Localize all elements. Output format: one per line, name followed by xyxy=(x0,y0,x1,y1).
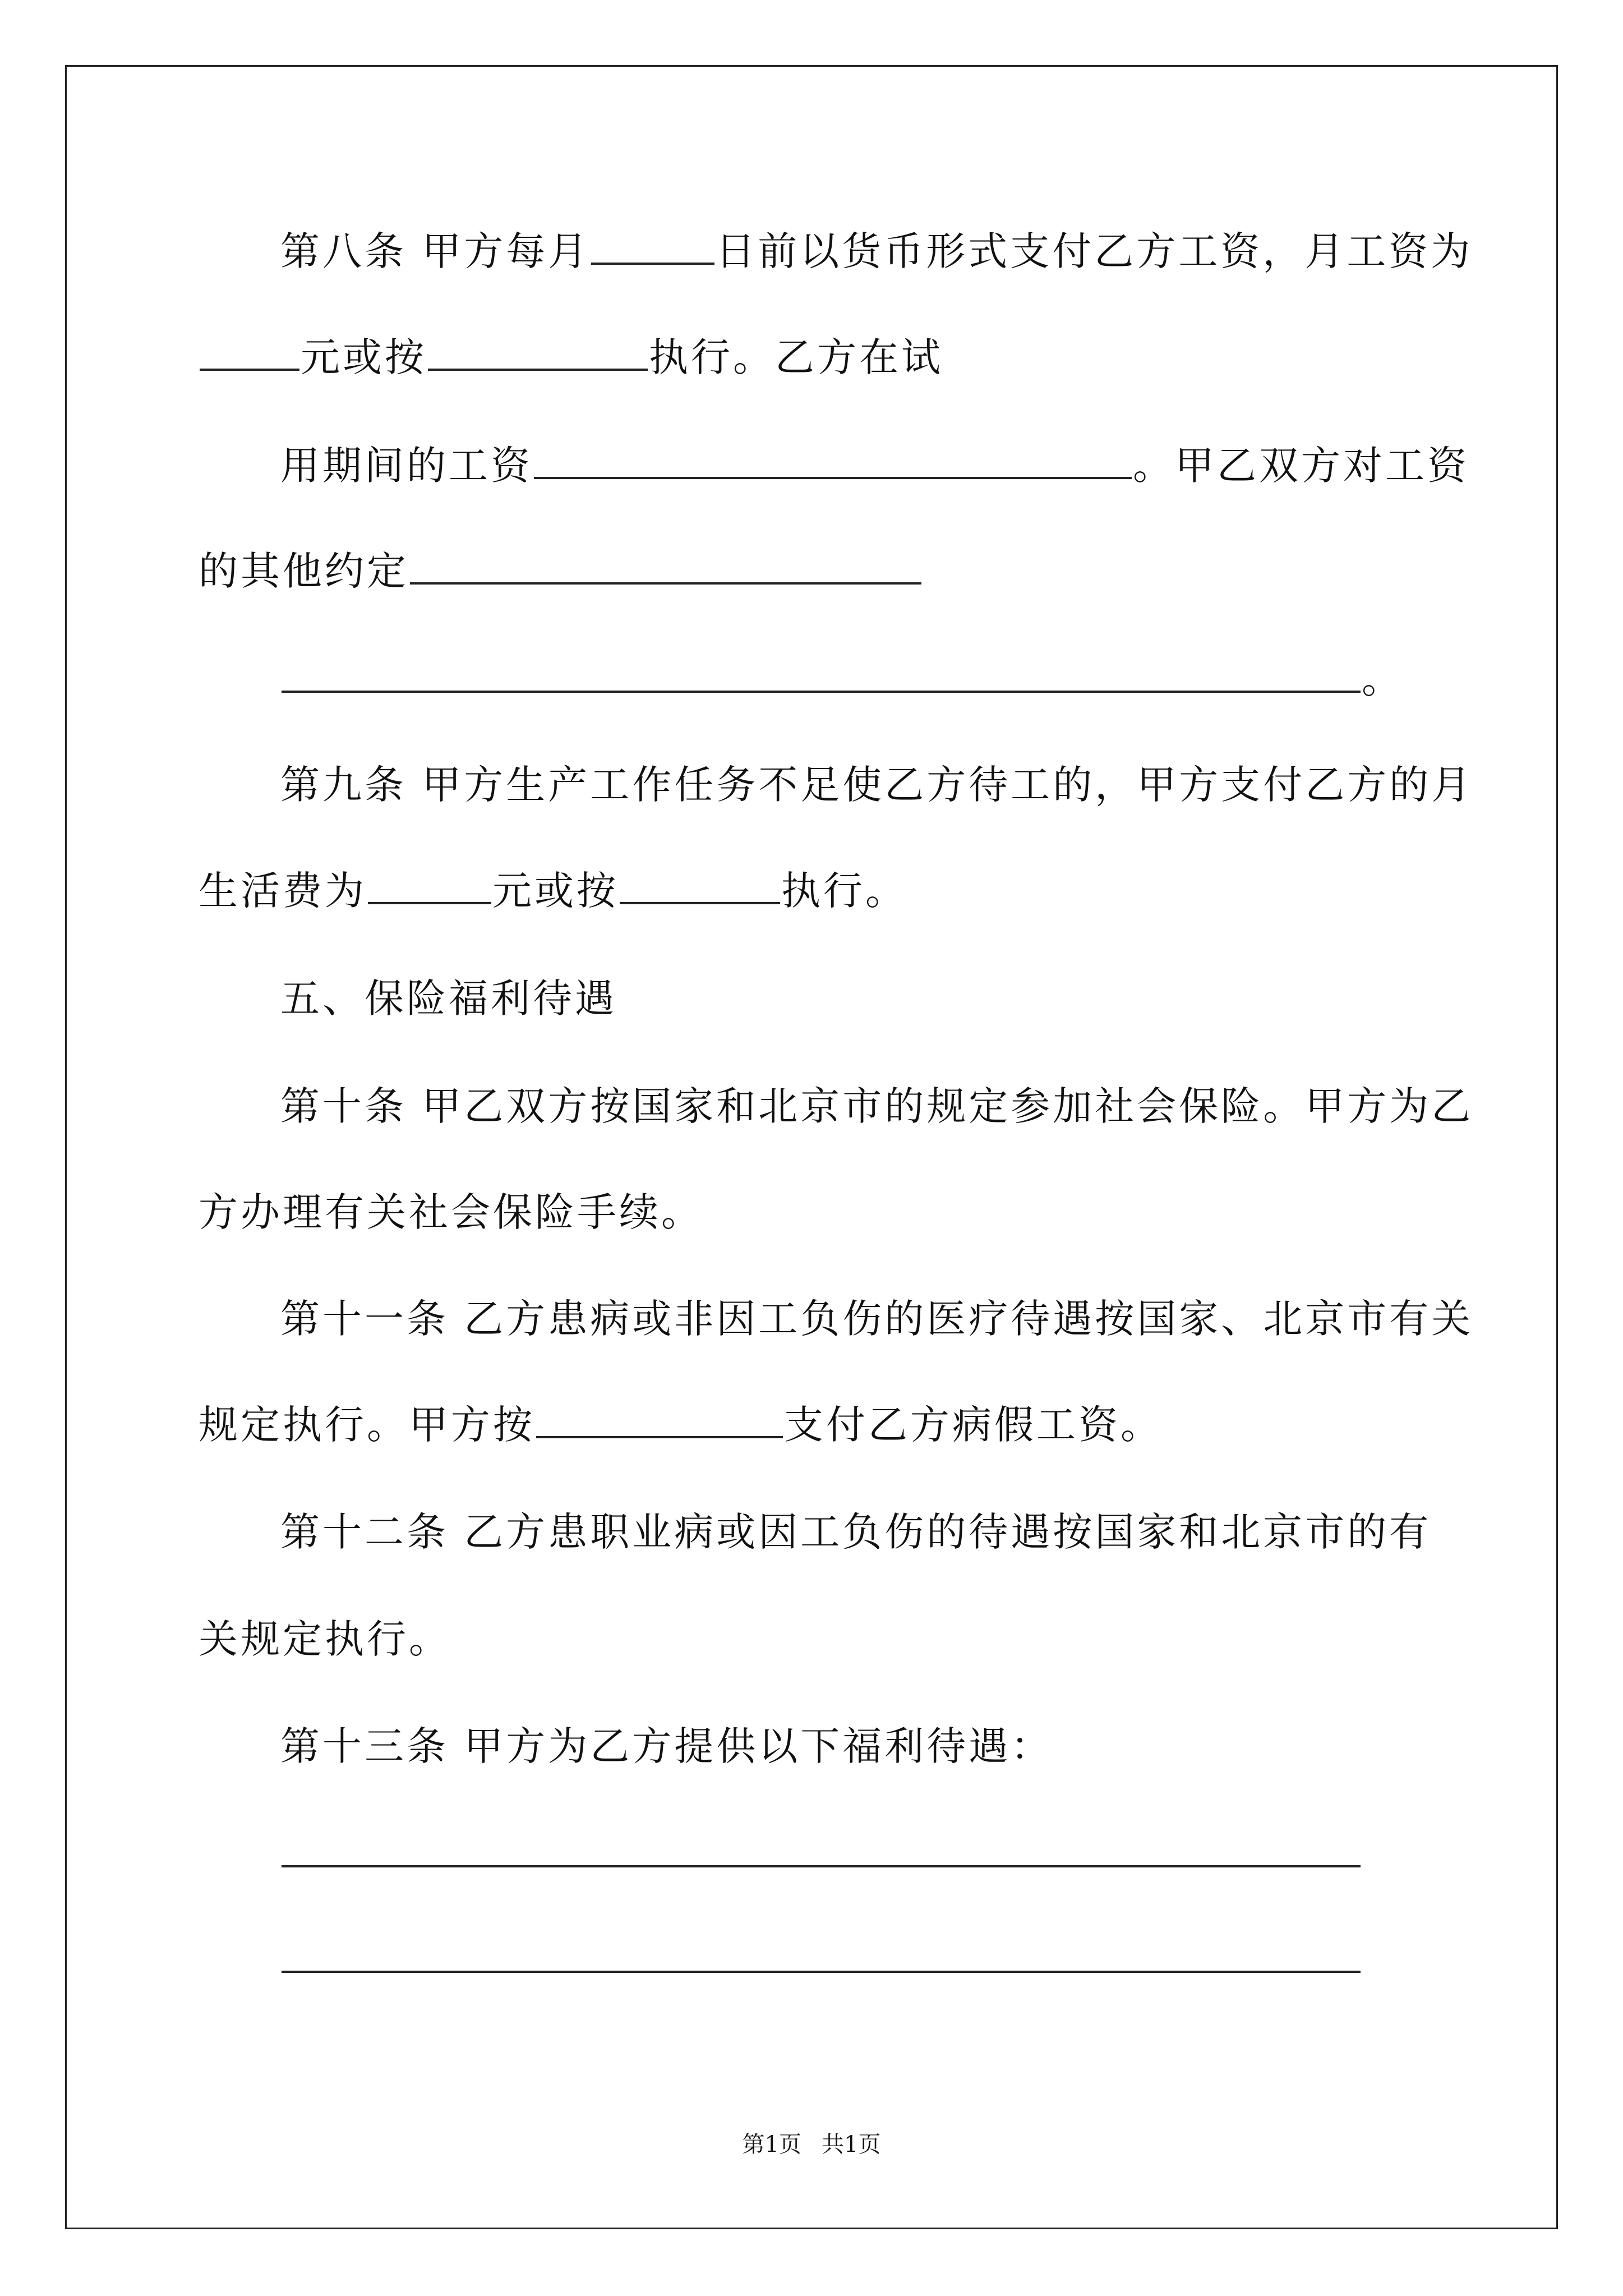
welfare-blank-line-1 xyxy=(280,1834,1362,1874)
sick-pay-standard-blank[interactable] xyxy=(536,1432,783,1438)
article-11-line-2 xyxy=(199,1402,1163,1448)
article-8-line-4 xyxy=(199,548,923,594)
article-10-text-a: 第十条 甲乙双方按国家和北京市的规定参加社会保险。甲方为乙 xyxy=(280,1083,1474,1129)
article-8-text-e: 用期间的工资 xyxy=(280,443,533,489)
other-wage-agreement-blank-2[interactable] xyxy=(282,686,1361,693)
welfare-blank-line-2 xyxy=(280,1940,1362,1979)
article-8-text-b: 日前以货币形式支付乙方工资，月工资为 xyxy=(716,228,1473,274)
article-12-line-2 xyxy=(199,1616,451,1662)
article-12-text-b: 关规定执行。 xyxy=(199,1616,451,1662)
page-footer xyxy=(0,2133,1623,2156)
page-number: 第1页 xyxy=(742,2132,801,2157)
article-8-text-a: 第八条 甲方每月 xyxy=(280,228,591,274)
article-10-line-2 xyxy=(199,1189,703,1235)
article-11-text-a: 第十一条 乙方患病或非因工负伤的医疗待遇按国家、北京市有关 xyxy=(280,1296,1474,1342)
article-8-text-g: 的其他约定 xyxy=(199,548,409,594)
article-8-line-2 xyxy=(199,334,943,380)
article-13-text-a: 第十三条 甲方为乙方提供以下福利待遇： xyxy=(280,1723,1053,1769)
article-8-text-c: 元或按 xyxy=(301,334,427,380)
probation-wage-blank[interactable] xyxy=(534,472,1132,479)
article-11-text-c: 支付乙方病假工资。 xyxy=(784,1402,1163,1448)
living-allowance-blank[interactable] xyxy=(368,898,491,904)
other-wage-agreement-blank[interactable] xyxy=(410,578,921,585)
article-8-line-1 xyxy=(280,228,1473,274)
allowance-standard-blank[interactable] xyxy=(620,898,780,904)
article-12-line-1 xyxy=(280,1509,1432,1555)
article-9-text-b: 生活费为 xyxy=(199,868,367,914)
article-13-line-1 xyxy=(280,1723,1053,1769)
article-11-text-b: 规定执行。甲方按 xyxy=(199,1402,535,1448)
wage-standard-blank[interactable] xyxy=(428,364,648,371)
article-10-text-b: 方办理有关社会保险手续。 xyxy=(199,1189,703,1235)
article-9-line-2 xyxy=(199,868,907,914)
welfare-blank-1[interactable] xyxy=(282,1861,1361,1867)
article-9-text-a: 第九条 甲方生产工作任务不足使乙方待工的，甲方支付乙方的月 xyxy=(280,762,1474,808)
page-border xyxy=(65,65,1558,2229)
article-8-text-d: 执行。乙方在试 xyxy=(649,334,943,380)
page-total: 共1页 xyxy=(822,2132,881,2157)
article-8-end: 。 xyxy=(1362,656,1404,702)
article-9-line-1 xyxy=(280,762,1474,808)
monthly-wage-blank[interactable] xyxy=(200,364,299,371)
article-9-text-d: 执行。 xyxy=(781,868,907,914)
article-8-line-5 xyxy=(280,656,1404,702)
payday-blank[interactable] xyxy=(591,258,714,265)
welfare-blank-2[interactable] xyxy=(282,1966,1361,1973)
article-8-line-3 xyxy=(280,443,1469,489)
article-12-text-a: 第十二条 乙方患职业病或因工负伤的待遇按国家和北京市的有 xyxy=(280,1509,1432,1555)
article-10-line-1 xyxy=(280,1083,1474,1129)
article-11-line-1 xyxy=(280,1296,1474,1342)
article-8-text-f: 。甲乙双方对工资 xyxy=(1133,443,1469,489)
article-9-text-c: 元或按 xyxy=(492,868,619,914)
section-5-heading: 五、保险福利待遇 xyxy=(280,976,617,1022)
